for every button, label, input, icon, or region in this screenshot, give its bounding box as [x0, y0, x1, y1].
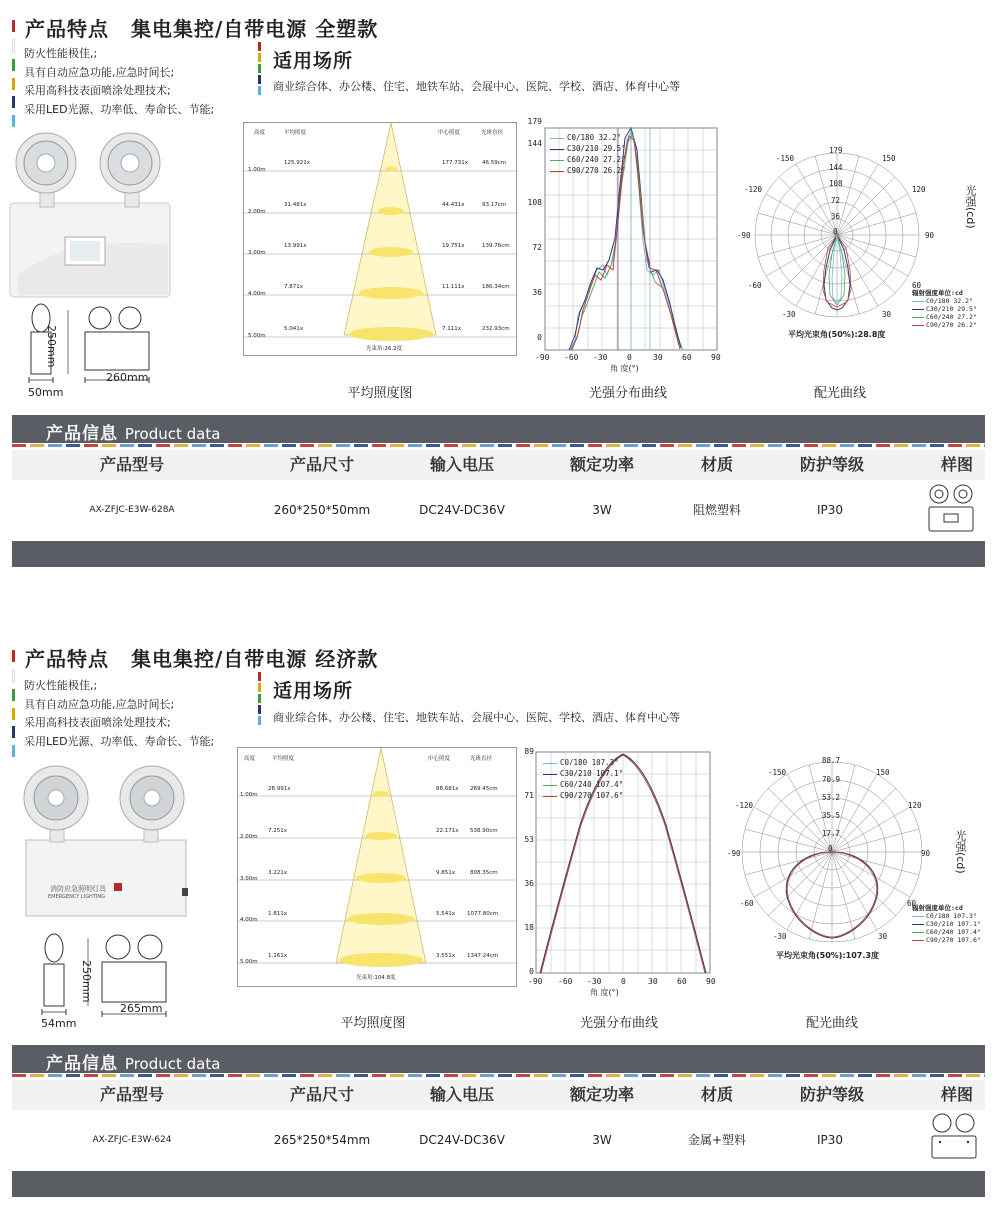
feature-item: 具有自动应急功能,应急时间长;	[24, 697, 175, 711]
angle-label: -90	[727, 849, 741, 858]
product-photo	[8, 125, 178, 300]
distribution-legend	[550, 132, 626, 176]
col-avg: 平均照度	[284, 130, 307, 136]
row-diam: 93.17cm	[482, 202, 507, 208]
dim-height: 250mm	[80, 960, 93, 1003]
usage-marks	[258, 42, 261, 97]
radial-tick: 0	[833, 227, 838, 236]
y-ticks: 179 144 108 72 36 0	[525, 125, 542, 135]
row-diam: 186.34cm	[482, 284, 510, 290]
x-tick: 90	[706, 977, 716, 986]
feature-item: 采用LED光源、功率低、寿命长、节能;	[24, 102, 215, 116]
polar-caption: 配光曲线	[805, 1016, 858, 1031]
legend-item: C90/270 26.2°	[550, 165, 626, 176]
product-subtitle: 集电集控/自带电源 经济款	[131, 647, 379, 671]
illuminance-chart	[237, 747, 517, 987]
y-tick: 18	[524, 923, 534, 932]
sample-thumbnail	[928, 1112, 978, 1162]
angle-label: -90	[737, 231, 751, 240]
x-tick: -60	[558, 977, 573, 986]
header-cell: 产品型号	[99, 1085, 164, 1104]
row-height: 2.00m	[240, 834, 258, 840]
header-cell: 额定功率	[569, 455, 634, 474]
row-diam: 1347.24cm	[467, 953, 499, 959]
x-tick: 30	[648, 977, 658, 986]
row-diam: 538.90cm	[470, 828, 498, 834]
header-cell: 输入电压	[429, 1085, 494, 1104]
legend-item: C0/180 32.2°	[912, 297, 977, 305]
distribution-caption: 光强分布曲线	[588, 386, 667, 401]
usage-title: 适用场所	[273, 680, 354, 702]
row-center: 3.551x	[436, 953, 456, 959]
angle-label: -30	[782, 310, 796, 319]
sample-thumbnail	[926, 483, 976, 535]
dim-width: 260mm	[106, 371, 149, 384]
table-row	[12, 481, 985, 539]
feature-title: 产品特点 集电集控/自带电源 全塑款	[25, 17, 379, 41]
feature-item: 采用高科技表面喷涂处理技术;	[24, 84, 171, 97]
row-height: 3.00m	[248, 250, 266, 256]
bottom-bar	[12, 1171, 985, 1197]
x-tick: -90	[535, 353, 550, 362]
y-tick: 36	[524, 879, 534, 888]
legend-item: C60/240 27.2°	[912, 313, 977, 321]
illuminance-chart	[243, 122, 517, 356]
y-tick: 0	[529, 967, 534, 976]
usage-title: 适用场所	[273, 50, 354, 72]
x-label: 角 度(°)	[590, 988, 619, 997]
angle-label: 120	[908, 801, 922, 810]
row-avg: 31.481x	[284, 202, 307, 208]
header-cell: 额定功率	[569, 1085, 634, 1104]
dash-divider	[12, 1074, 985, 1077]
angle-label: 150	[882, 154, 896, 163]
row-avg: 7.251x	[268, 828, 288, 834]
row-center: 5.541x	[436, 911, 456, 917]
row-height: 5.00m	[240, 959, 258, 965]
legend-item: C30/210 107.1°	[543, 768, 623, 779]
x-tick: -30	[593, 353, 608, 362]
row-height: 1.00m	[240, 792, 258, 798]
row-center: 44.431x	[442, 202, 465, 208]
feature-item: 采用LED光源、功率低、寿命长、节能;	[24, 734, 215, 748]
illuminance-caption: 平均照度图	[347, 386, 413, 401]
dim-width: 265mm	[120, 1002, 163, 1015]
row-center: 177.731x	[442, 160, 468, 166]
x-label: 角 度(°)	[610, 364, 639, 373]
color-marks	[12, 20, 15, 133]
legend-item: C0/180 107.3°	[912, 912, 981, 920]
row-avg: 7.871x	[284, 284, 304, 290]
angle-label: 90	[921, 849, 931, 858]
angle-label: -120	[744, 185, 763, 194]
x-tick: -90	[528, 977, 543, 986]
info-title: 产品信息 Product data	[46, 424, 221, 444]
legend-item: C30/210 29.5°	[550, 143, 626, 154]
material-cell: 金属+塑料	[687, 1133, 747, 1147]
radial-tick: 72	[831, 196, 841, 205]
model-cell: AX-ZFJC-E3W-628A	[89, 505, 175, 515]
size-cell: 260*250*50mm	[273, 503, 371, 517]
angle-label: -30	[773, 932, 787, 941]
unit-label: 辐射强度单位:cd	[912, 289, 963, 297]
legend-item: C30/210 107.1°	[912, 920, 981, 928]
angle-label: 30	[878, 932, 888, 941]
feature-item: 采用高科技表面喷涂处理技术;	[24, 716, 171, 729]
legend-item: C60/240 27.2°	[550, 154, 626, 165]
angle-label: -150	[768, 768, 787, 777]
row-avg: 13.991x	[284, 243, 307, 249]
radial-tick: 108	[829, 179, 843, 188]
header-cell: 产品尺寸	[289, 455, 354, 474]
polar-labels	[737, 146, 935, 335]
row-center: 7.111x	[442, 326, 462, 332]
row-diam: 46.59cm	[482, 160, 507, 166]
row-avg: 1.811x	[268, 911, 288, 917]
ip-cell: IP30	[816, 503, 844, 517]
table-header	[12, 450, 985, 480]
product-subtitle: 集电集控/自带电源 全塑款	[131, 17, 379, 41]
y-tick: 36	[532, 288, 542, 297]
avg-beam: 平均光束角(50%):28.8度	[788, 330, 886, 339]
usage-marks	[258, 672, 261, 727]
col-avg: 平均照度	[272, 756, 295, 762]
legend-item: C0/180 32.2°	[550, 132, 626, 143]
header-cell: 样图	[940, 455, 973, 474]
usage-text: 商业综合体、办公楼、住宅、地铁车站、会展中心、医院、学校、酒店、体育中心等	[273, 80, 680, 93]
product-section-1	[0, 0, 1000, 580]
row-diam: 269.45cm	[470, 786, 498, 792]
y-tick: 71	[524, 791, 534, 800]
info-title: 产品信息 Product data	[46, 1054, 221, 1074]
angle-label: -150	[776, 154, 795, 163]
feature-list	[24, 677, 214, 751]
feature-title: 产品特点 集电集控/自带电源 经济款	[25, 647, 379, 671]
header-cell: 防护等级	[799, 455, 864, 474]
angle-label: 90	[925, 231, 935, 240]
dash-divider	[12, 444, 985, 447]
col-center: 中心照度	[428, 756, 451, 762]
avg-beam: 平均光束角(50%):107.3度	[776, 951, 879, 960]
polar-ylabel: 光强(cd)	[954, 830, 967, 874]
row-diam: 1077.80cm	[467, 911, 499, 917]
size-cell: 265*250*54mm	[273, 1133, 371, 1147]
col-height: 高度	[244, 756, 256, 762]
x-tick: 0	[627, 353, 632, 362]
beam-angle: 光束角:104.8度	[356, 975, 396, 981]
y-tick: 72	[532, 243, 542, 252]
table-header	[12, 1080, 985, 1110]
legend-item: C60/240 107.4°	[543, 779, 623, 790]
feature-item: 具有自动应急功能,应急时间长;	[24, 65, 175, 79]
unit-label: 辐射强度单位:cd	[912, 904, 963, 912]
angle-label: -60	[740, 899, 754, 908]
angle-label: 150	[876, 768, 890, 777]
col-diam: 光斑直径	[481, 130, 504, 136]
radial-tick: 35.5	[822, 811, 841, 820]
row-height: 4.00m	[248, 291, 266, 297]
radial-tick: 0	[828, 844, 833, 853]
row-avg: 5.041x	[284, 326, 304, 332]
polar-legend	[912, 289, 977, 329]
legend-item: C0/180 107.3°	[543, 757, 623, 768]
row-diam: 232.93cm	[482, 326, 510, 332]
angle-label: 120	[912, 185, 926, 194]
voltage-cell: DC24V-DC36V	[419, 503, 505, 517]
color-marks	[12, 650, 15, 763]
x-tick: -30	[587, 977, 602, 986]
feature-list	[24, 45, 214, 119]
row-diam: 139.76cm	[482, 243, 510, 249]
polar-legend	[912, 904, 981, 944]
row-avg: 28.991x	[268, 786, 291, 792]
y-tick: 108	[527, 198, 542, 207]
x-tick: 30	[653, 353, 663, 362]
header-cell: 防护等级	[799, 1085, 864, 1104]
row-height: 4.00m	[240, 917, 258, 923]
radial-tick: 144	[829, 163, 843, 172]
row-avg: 3.221x	[268, 870, 288, 876]
header-cell: 样图	[940, 1085, 973, 1104]
y-tick: 53	[524, 835, 534, 844]
polar-caption: 配光曲线	[813, 386, 866, 401]
radial-tick: 179	[829, 146, 843, 155]
row-center: 88.681x	[436, 786, 459, 792]
col-diam: 光斑直径	[470, 756, 493, 762]
row-avg: 125.921x	[284, 160, 310, 166]
dimension-drawing	[38, 930, 188, 1025]
y-tick: 0	[537, 333, 542, 342]
radial-tick: 70.9	[822, 775, 841, 784]
angle-label: 60	[907, 899, 917, 908]
dim-height: 250mm	[45, 325, 58, 368]
col-height: 高度	[254, 130, 266, 136]
legend-item: C90/270 107.6°	[912, 936, 981, 944]
distribution-caption: 光强分布曲线	[579, 1016, 658, 1031]
legend-item: C30/210 29.5°	[912, 305, 977, 313]
angle-label: 60	[912, 281, 922, 290]
row-diam: 808.35cm	[470, 870, 498, 876]
ip-cell: IP30	[816, 1133, 844, 1147]
row-height: 2.00m	[248, 209, 266, 215]
x-tick: 0	[621, 977, 626, 986]
table-row	[12, 1111, 985, 1169]
model-cell: AX-ZFJC-E3W-624	[92, 1135, 172, 1145]
feature-item: 防火性能极佳,;	[24, 679, 98, 692]
row-height: 3.00m	[240, 876, 258, 882]
angle-label: -60	[748, 281, 762, 290]
x-tick: 60	[682, 353, 692, 362]
radial-tick: 17.7	[822, 829, 841, 838]
x-tick: -60	[564, 353, 579, 362]
voltage-cell: DC24V-DC36V	[419, 1133, 505, 1147]
product-section-2	[0, 630, 1000, 1210]
row-center: 22.171x	[436, 828, 459, 834]
header-cell: 材质	[700, 455, 733, 474]
header-cell: 输入电压	[429, 455, 494, 474]
row-avg: 1.161x	[268, 953, 288, 959]
col-center: 中心照度	[438, 130, 461, 136]
legend-item: C90/270 107.6°	[543, 790, 623, 801]
illuminance-caption: 平均照度图	[340, 1016, 406, 1031]
panel-label-en: EMERGENCY LIGHTING	[48, 894, 105, 900]
power-cell: 3W	[592, 503, 612, 517]
usage-text: 商业综合体、办公楼、住宅、地铁车站、会展中心、医院、学校、酒店、体育中心等	[273, 711, 680, 724]
row-height: 5.00m	[248, 333, 266, 339]
row-center: 19.751x	[442, 243, 465, 249]
feature-item: 防火性能极佳,;	[24, 47, 98, 60]
beam-angle: 光束角:26.2度	[366, 346, 403, 352]
angle-label: 30	[882, 310, 892, 319]
row-height: 1.00m	[248, 167, 266, 173]
dim-depth: 50mm	[28, 386, 64, 399]
bottom-bar	[12, 541, 985, 567]
header-cell: 材质	[700, 1085, 733, 1104]
y-tick: 144	[527, 139, 542, 148]
x-tick: 60	[677, 977, 687, 986]
radial-tick: 53.2	[822, 793, 841, 802]
product-photo	[18, 760, 193, 920]
polar-ylabel: 光强(cd)	[964, 185, 977, 229]
row-center: 11.111x	[442, 284, 465, 290]
radial-tick: 36	[831, 212, 841, 221]
legend-item: C60/240 107.4°	[912, 928, 981, 936]
header-cell: 产品尺寸	[289, 1085, 354, 1104]
dim-depth: 54mm	[41, 1017, 77, 1030]
angle-label: -120	[735, 801, 754, 810]
legend-item: C90/270 26.2°	[912, 321, 977, 329]
distribution-legend	[543, 757, 623, 801]
material-cell: 阻燃塑料	[692, 503, 741, 517]
y-tick: 89	[524, 747, 534, 756]
x-tick: 90	[711, 353, 721, 362]
row-center: 9.851x	[436, 870, 456, 876]
polar-labels	[727, 756, 931, 944]
header-cell: 产品型号	[99, 455, 164, 474]
power-cell: 3W	[592, 1133, 612, 1147]
panel-label: 消防应急照明灯具	[50, 885, 106, 893]
radial-tick: 88.7	[822, 756, 841, 765]
